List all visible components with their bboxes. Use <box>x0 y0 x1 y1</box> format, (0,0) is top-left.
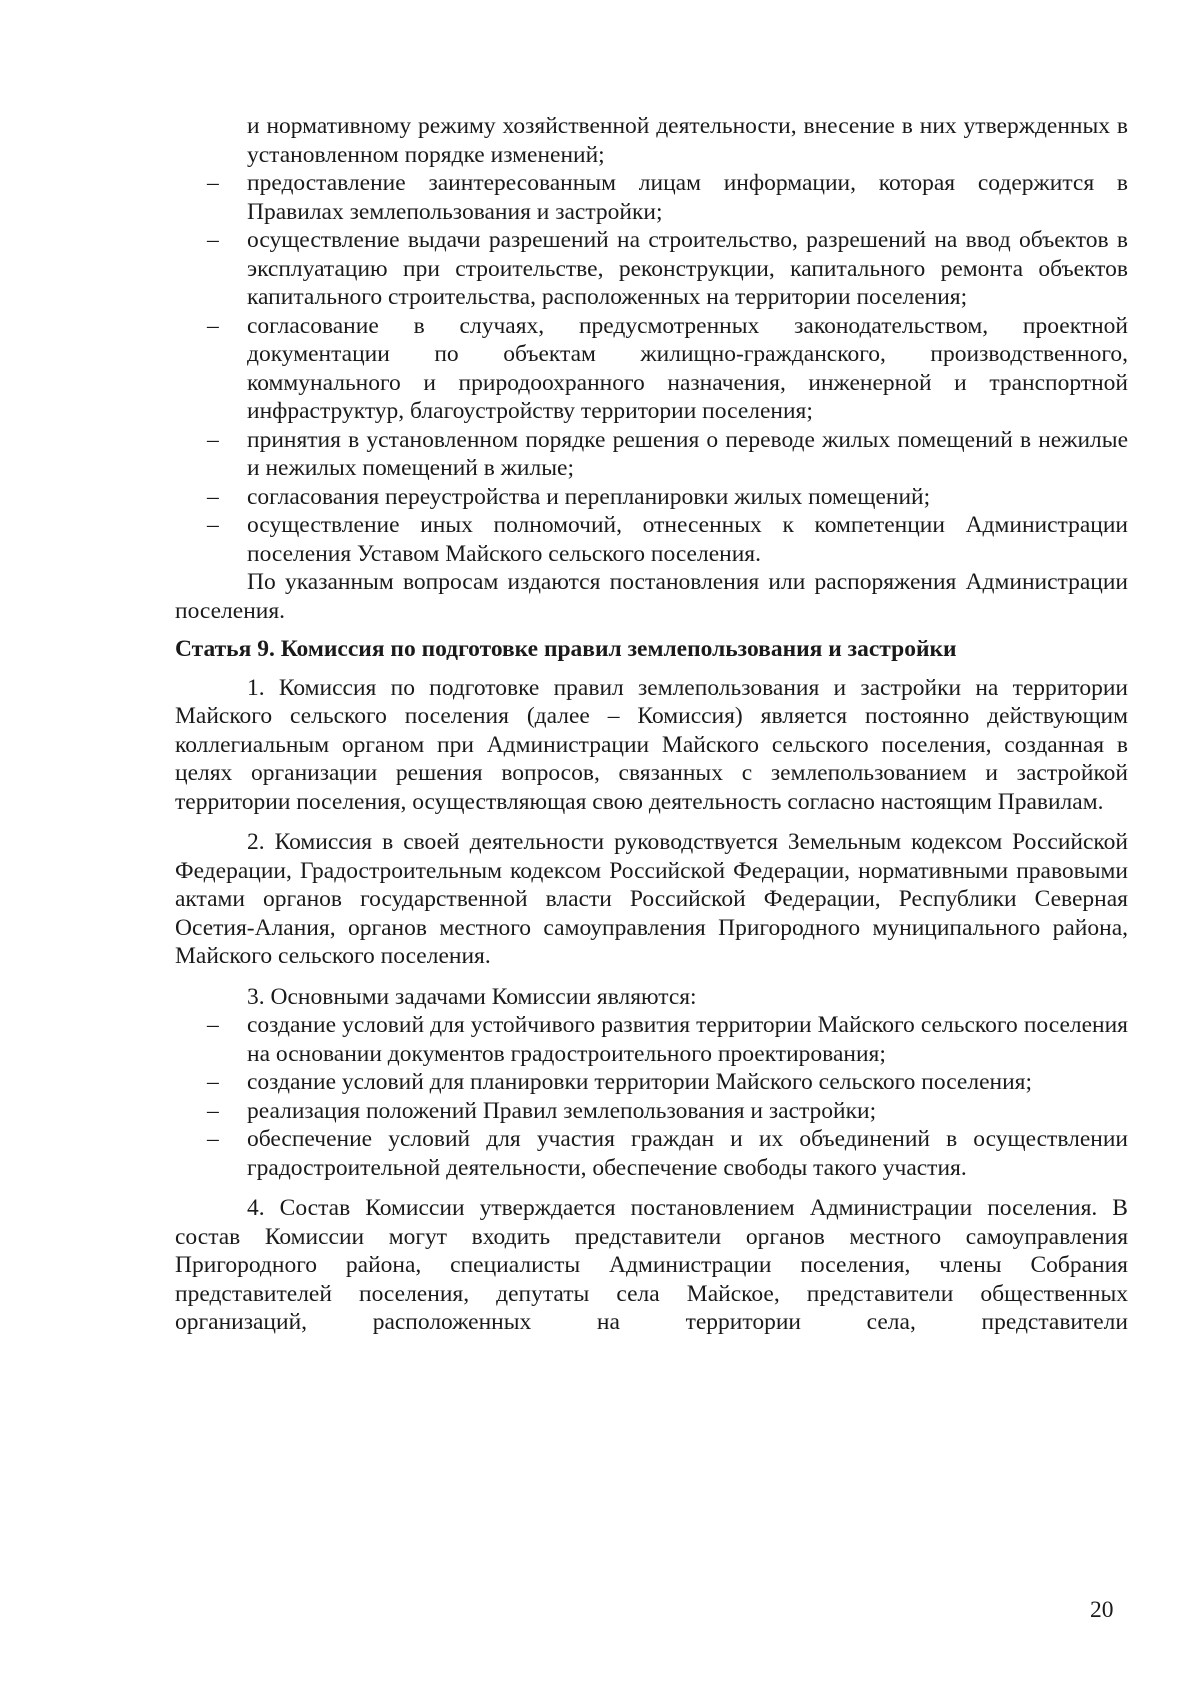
powers-list <box>175 169 1128 568</box>
list-item <box>207 1097 1128 1126</box>
list-item-text: согласования переустройства и перепланировки жилых помещений; <box>247 483 931 510</box>
paragraph-3: 3. Основными задачами Комиссии являются: <box>247 983 697 1010</box>
list-item-text: предоставление заинтересованным лицам информации, которая содержится в Правилах землепользования и застройки; <box>247 170 1128 225</box>
document-page <box>175 112 1128 1337</box>
list-item <box>207 169 1128 226</box>
list-item-text: создание условий для планировки территории Майского сельского поселения; <box>247 1069 1033 1095</box>
list-item-text: осуществление иных полномочий, отнесенных к компетенции Администрации поселения Уставом Майского сельского поселения. <box>247 512 1128 567</box>
list-item <box>207 1068 1128 1097</box>
bullet-dash: – <box>207 1069 219 1095</box>
bullet-dash: – <box>207 1012 219 1038</box>
bullet-dash: – <box>207 483 219 510</box>
list-item-text: осуществление выдачи разрешений на строительство, разрешений на ввод объектов в эксплуатацию при строительстве, реконструкции, капитального ремонта объектов капитального строительства, расположенных на территории поселения; <box>247 227 1128 310</box>
paragraph-2: 2. Комиссия в своей деятельности руководствуется Земельным кодексом Российской Федерации, Градостроительным кодексом Российской Федерации, нормативными правовыми актами органов государственной власти Российской Федерации, Республики Северная Осетия-Алания, органов местного самоуправления Пригородного муниципального района, Майского сельского поселения. <box>175 829 1128 969</box>
page-number: 20 <box>1090 1597 1114 1623</box>
tasks-list <box>175 1011 1128 1182</box>
list-item-text: реализация положений Правил землепользования и застройки; <box>247 1097 877 1124</box>
list-item <box>207 511 1128 568</box>
bullet-dash: – <box>207 1126 219 1152</box>
list-item <box>207 1011 1128 1068</box>
list-item <box>207 426 1128 483</box>
continuation-text: и нормативному режиму хозяйственной деятельности, внесение в них утвержденных в установленном порядке изменений; <box>247 113 1128 168</box>
paragraph-4: 4. Состав Комиссии утверждается постановлением Администрации поселения. В состав Комиссии могут входить представители органов местного самоуправления Пригородного района, специалисты Администрации поселения, члены Собрания представителей поселения, депутаты села Майское, представители общественных организаций, расположенных на территории села, представители <box>175 1195 1128 1335</box>
bullet-dash: – <box>207 512 219 538</box>
bullet-dash: – <box>207 227 219 253</box>
bullet-dash: – <box>207 426 219 453</box>
list-item <box>207 1125 1128 1182</box>
bullet-dash: – <box>207 312 219 339</box>
list-item <box>207 312 1128 426</box>
paragraph-issued-acts: По указанным вопросам издаются постановления или распоряжения Администрации поселения. <box>175 569 1128 624</box>
list-item-text: создание условий для устойчивого развития территории Майского сельского поселения на основании документов градостроительного проектирования; <box>247 1012 1128 1067</box>
list-item <box>207 483 1128 512</box>
bullet-dash: – <box>207 170 219 196</box>
list-item-text: согласование в случаях, предусмотренных законодательством, проектной документации по объектам жилищно-гражданского, производственного, коммунального и природоохранного назначения, инженерной и транспортной инфраструктур, благоустройству территории поселения; <box>247 312 1128 424</box>
list-item <box>207 226 1128 312</box>
paragraph-1: 1. Комиссия по подготовке правил землепользования и застройки на территории Майского сельского поселения (далее – Комиссия) является постоянно действующим коллегиальным органом при Администрации Майского сельского поселения, созданная в целях организации решения вопросов, связанных с землепользованием и застройкой территории поселения, осуществляющая свою деятельность согласно настоящим Правилам. <box>175 674 1128 815</box>
article-heading: Статья 9. Комиссия по подготовке правил землепользования и застройки <box>175 636 957 662</box>
bullet-dash: – <box>207 1097 219 1124</box>
list-item-text: обеспечение условий для участия граждан и их объединений в осуществлении градостроительной деятельности, обеспечение свободы такого участия. <box>247 1126 1128 1181</box>
list-item-text: принятия в установленном порядке решения о переводе жилых помещений в нежилые и нежилых помещений в жилые; <box>247 426 1128 481</box>
